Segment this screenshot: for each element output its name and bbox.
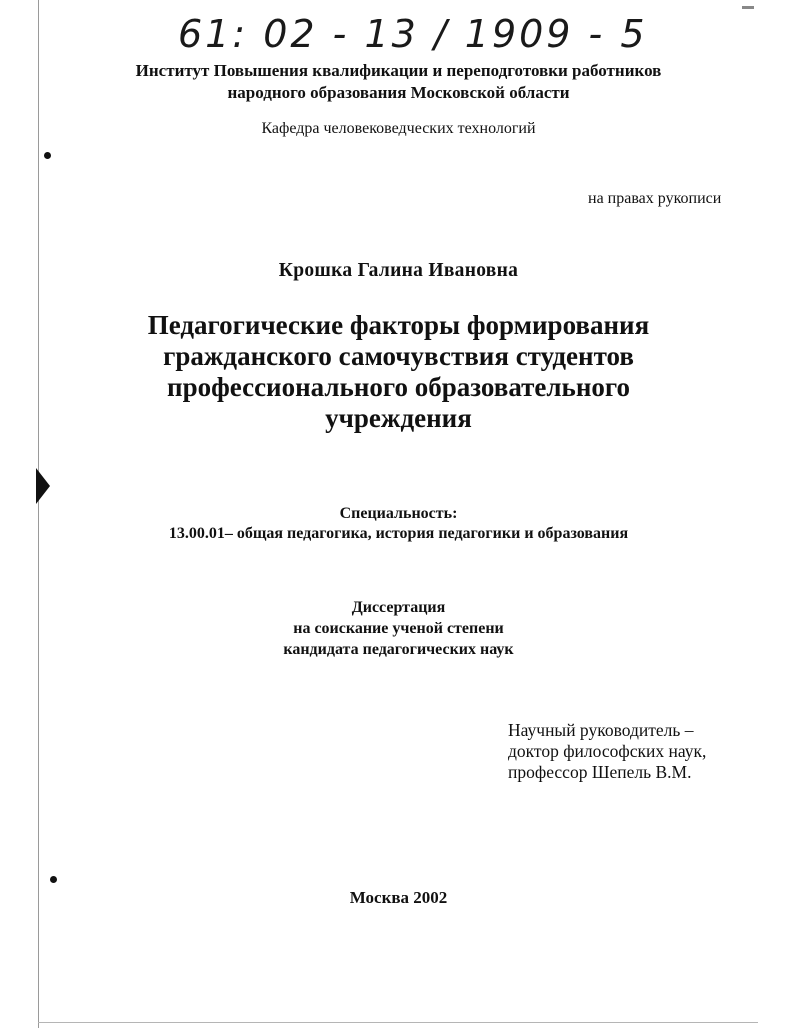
city-year: Москва 2002 [349, 888, 448, 907]
specialty-value: 13.00.01– общая педагогика, история педагогики и образования [168, 525, 629, 542]
advisor-line: Научный руководитель – [508, 720, 694, 740]
handwritten-archive-number-text: 61: 02 - 13 / 1909 - 5 [178, 12, 648, 56]
department-name: Кафедра человековедческих технологий [261, 120, 536, 137]
scan-bottom-line [38, 1022, 758, 1023]
rights-note: на правах рукописи [588, 190, 722, 207]
institute-name-line1: Институт Повышения квалификации и переподготовки работников [135, 61, 662, 80]
specialty-label: Специальность: [339, 505, 458, 522]
binding-hole-mark [50, 876, 57, 883]
binding-hole-mark [44, 152, 51, 159]
institute-name-line2: народного образования Московской области [227, 83, 570, 102]
degree-line: на соискание ученой степени [293, 620, 504, 637]
author-name: Крошка Галина Ивановна [278, 260, 519, 281]
handwritten-archive-number [178, 12, 648, 64]
corner-mark [742, 6, 754, 9]
title-line: профессионального образовательного [167, 372, 630, 402]
dissertation-degree [0, 597, 797, 660]
institute-name [0, 60, 797, 104]
title-line: учреждения [325, 403, 472, 433]
advisor-line: доктор философских наук, [508, 741, 707, 761]
title-line: Педагогические факторы формирования [147, 310, 650, 340]
degree-line: Диссертация [351, 599, 446, 616]
binding-clip-mark [36, 468, 50, 504]
title-line: гражданского самочувствия студентов [163, 341, 634, 371]
advisor-line: профессор Шепель В.М. [508, 762, 692, 782]
degree-line: кандидата педагогических наук [283, 641, 514, 658]
scientific-advisor [508, 720, 706, 783]
dissertation-title [0, 310, 797, 434]
